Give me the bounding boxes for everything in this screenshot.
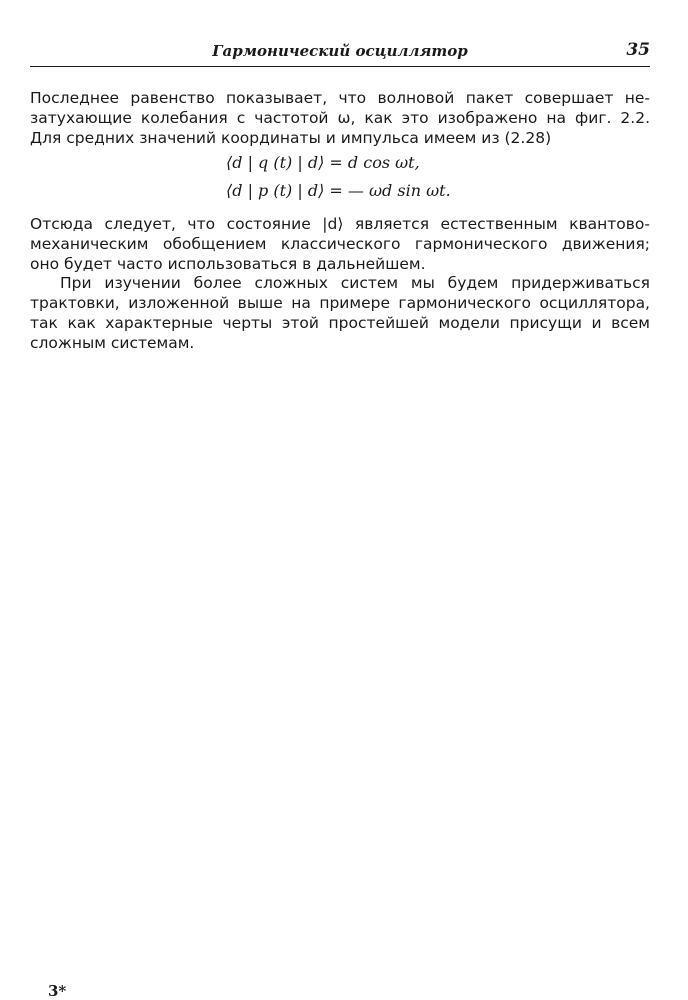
signature-mark: 3*	[48, 982, 67, 1000]
text-line: механическим обобщением классического гармонического движения;	[30, 235, 650, 253]
text-line: Отсюда следует, что состояние |d⟩ является естественным квантово-	[30, 215, 650, 233]
text-line: При изучении более сложных систем мы будем придерживаться	[60, 274, 650, 292]
text-line: Последнее равенство показывает, что волновой пакет совершает не-	[30, 89, 650, 107]
text-line: сложным системам.	[30, 334, 195, 352]
formula-coordinate-mean: ⟨d | q (t) | d⟩ = d cos ωt,	[226, 153, 420, 172]
formula-momentum-mean: ⟨d | p (t) | d⟩ = — ωd sin ωt.	[226, 181, 451, 200]
text-line: оно будет часто использоваться в дальнейшем.	[30, 255, 426, 273]
running-header	[30, 38, 650, 67]
text-line: затухающие колебания с частотой ω, как это изображено на фиг. 2.2.	[30, 109, 650, 127]
text-line: Для средних значений координаты и импульса имеем из (2.28)	[30, 129, 552, 147]
page-number: 35	[626, 40, 650, 60]
running-head-title: Гармонический осциллятор	[212, 42, 468, 60]
text-line: трактовки, изложенной выше на примере гармонического осциллятора,	[30, 294, 650, 312]
text-line: так как характерные черты этой простейшей модели присущи и всем	[30, 314, 650, 332]
